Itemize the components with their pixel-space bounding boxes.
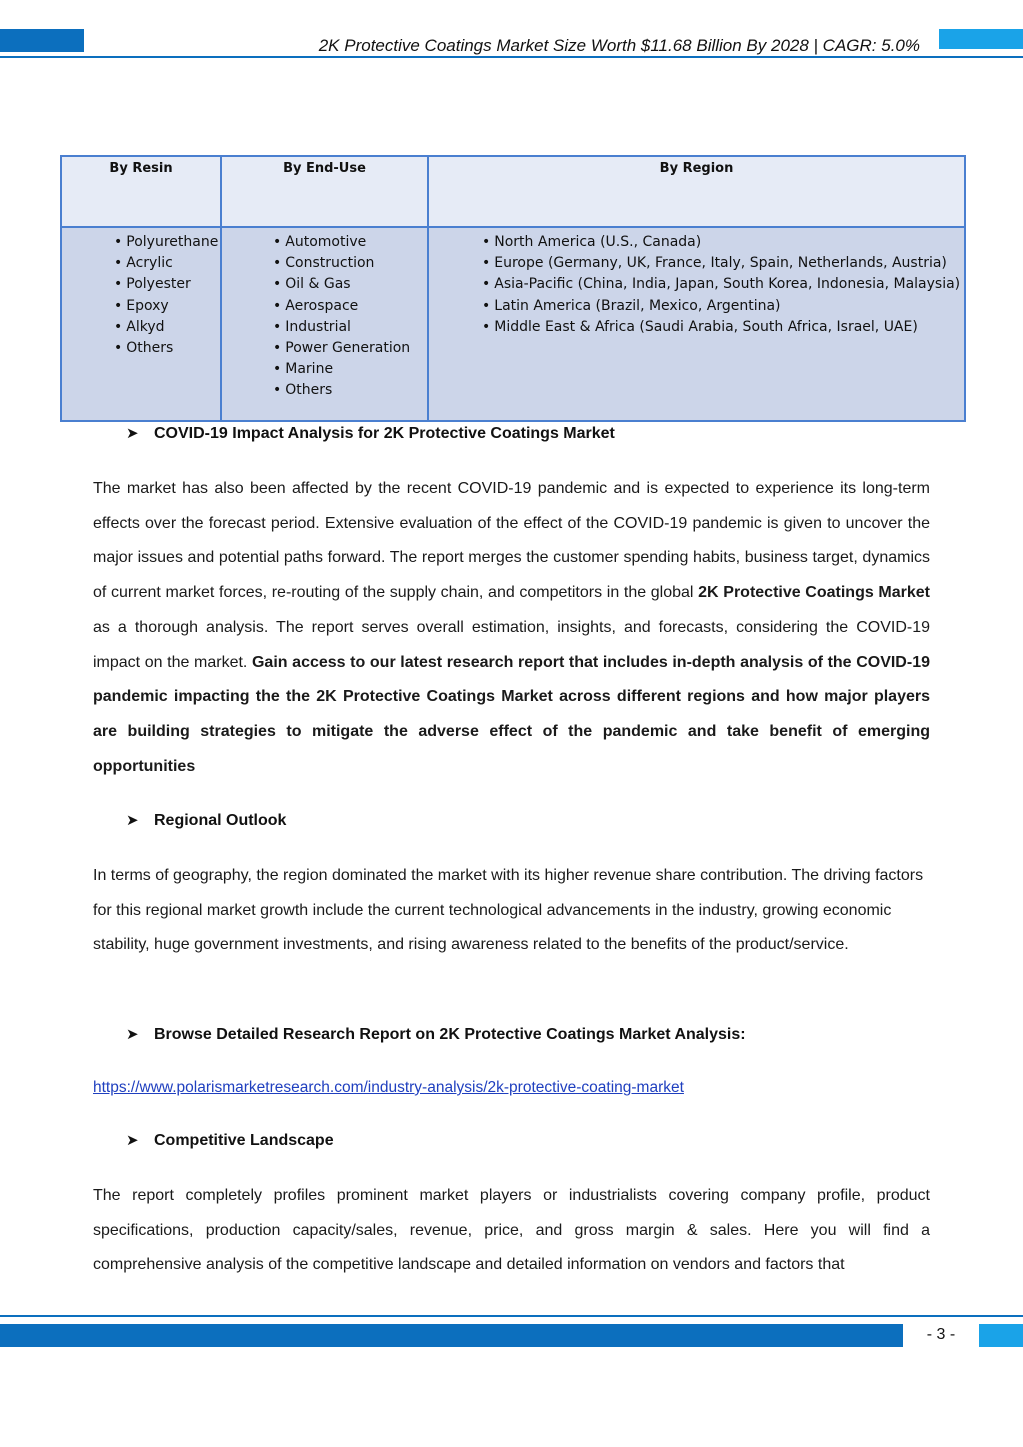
covid-cta-text: Gain access to our latest research report that includes in-depth analysis of the COVID-19 pandemic impacting the the 2K Protective Coatings Market across different regions and how major players are building strategies to mitigate the adverse effect of the pandemic and take benefit of emerging opportunities bbox=[93, 653, 930, 775]
competitive-heading bbox=[126, 1131, 334, 1150]
resin-list bbox=[63, 232, 219, 359]
arrow-bullet-icon: ➤ bbox=[126, 1132, 139, 1149]
list-item: • Alkyd bbox=[114, 317, 219, 338]
list-item: • Latin America (Brazil, Mexico, Argentina) bbox=[482, 296, 963, 317]
arrow-bullet-icon: ➤ bbox=[126, 1026, 139, 1043]
document-title: 2K Protective Coatings Market Size Worth $11.68 Billion By 2028 | CAGR: 5.0% bbox=[318, 36, 920, 55]
header-rule bbox=[0, 56, 1023, 58]
covid-text-2: as a thorough analysis. The report serves overall estimation, insights, and forecasts, considering the COVID-19 impact on the market. bbox=[93, 618, 930, 671]
list-item: • Europe (Germany, UK, France, Italy, Spain, Netherlands, Austria) bbox=[482, 253, 963, 274]
column-header-end-use: By End-Use bbox=[221, 156, 428, 227]
list-item: • Aerospace bbox=[273, 296, 426, 317]
list-item: • Others bbox=[273, 380, 426, 401]
list-item: • Acrylic bbox=[114, 253, 219, 274]
covid-market-name: 2K Protective Coatings Market bbox=[698, 584, 930, 602]
list-item: • Middle East & Africa (Saudi Arabia, South Africa, Israel, UAE) bbox=[482, 317, 963, 338]
list-item: • Polyester bbox=[114, 274, 219, 295]
table-header-row bbox=[61, 156, 965, 227]
regional-heading bbox=[126, 811, 286, 830]
list-item: • Power Generation bbox=[273, 338, 426, 359]
footer-right-bar bbox=[979, 1324, 1023, 1347]
covid-heading-text: COVID-19 Impact Analysis for 2K Protective Coatings Market bbox=[154, 425, 615, 442]
list-item: • North America (U.S., Canada) bbox=[482, 232, 963, 253]
covid-text-1: The market has also been affected by the recent COVID-19 pandemic and is expected to experience its long-term effects over the forecast period. Extensive evaluation of the effect of the COVID-19 pandemic is given to uncover the major issues and potential paths forward. The report merges the customer spending habits, business target, dynamics of current market forces, re-routing of the supply chain, and competitors in the global bbox=[93, 480, 930, 602]
resin-cell bbox=[61, 227, 221, 421]
list-item: • Construction bbox=[273, 253, 426, 274]
browse-heading-text: Browse Detailed Research Report on 2K Protective Coatings Market Analysis: bbox=[154, 1026, 746, 1043]
competitive-paragraph: The report completely profiles prominent market players or industrialists covering company profile, product specifications, production capacity/sales, revenue, price, and gross margin & sales. Here you will find a comprehensive analysis of the competitive landscape and detailed information on vendors and factors that bbox=[93, 1187, 930, 1274]
segmentation-table bbox=[60, 155, 966, 422]
list-item: • Polyurethane bbox=[114, 232, 219, 253]
column-header-resin: By Resin bbox=[61, 156, 221, 227]
list-item: • Others bbox=[114, 338, 219, 359]
competitive-heading-text: Competitive Landscape bbox=[154, 1132, 334, 1149]
footer-left-bar bbox=[0, 1324, 903, 1347]
arrow-bullet-icon: ➤ bbox=[126, 812, 139, 829]
list-item: • Automotive bbox=[273, 232, 426, 253]
end-use-list bbox=[223, 232, 426, 402]
regional-heading-text: Regional Outlook bbox=[154, 812, 287, 829]
covid-paragraph bbox=[93, 472, 930, 784]
browse-heading bbox=[126, 1025, 746, 1044]
page-number: - 3 - bbox=[926, 1326, 956, 1343]
list-item: • Asia-Pacific (China, India, Japan, South Korea, Indonesia, Malaysia) bbox=[482, 274, 963, 295]
list-item: • Epoxy bbox=[114, 296, 219, 317]
footer-rule bbox=[0, 1315, 1023, 1317]
table-row bbox=[61, 227, 965, 421]
column-header-region: By Region bbox=[428, 156, 965, 227]
covid-heading bbox=[126, 424, 615, 443]
arrow-bullet-icon: ➤ bbox=[126, 425, 139, 442]
list-item: • Marine bbox=[273, 359, 426, 380]
header-right-bar bbox=[939, 29, 1023, 49]
regional-paragraph: In terms of geography, the region dominated the market with its higher revenue share contribution. The driving factors for this regional market growth include the current technological advancements in the industry, growing economic stability, huge government investments, and rising awareness related to the benefits of the product/service. bbox=[93, 867, 924, 954]
list-item: • Industrial bbox=[273, 317, 426, 338]
region-cell bbox=[428, 227, 965, 421]
end-use-cell bbox=[221, 227, 428, 421]
report-link[interactable]: https://www.polarismarketresearch.com/industry-analysis/2k-protective-coating-market bbox=[93, 1079, 684, 1096]
list-item: • Oil & Gas bbox=[273, 274, 426, 295]
region-list bbox=[430, 232, 963, 338]
